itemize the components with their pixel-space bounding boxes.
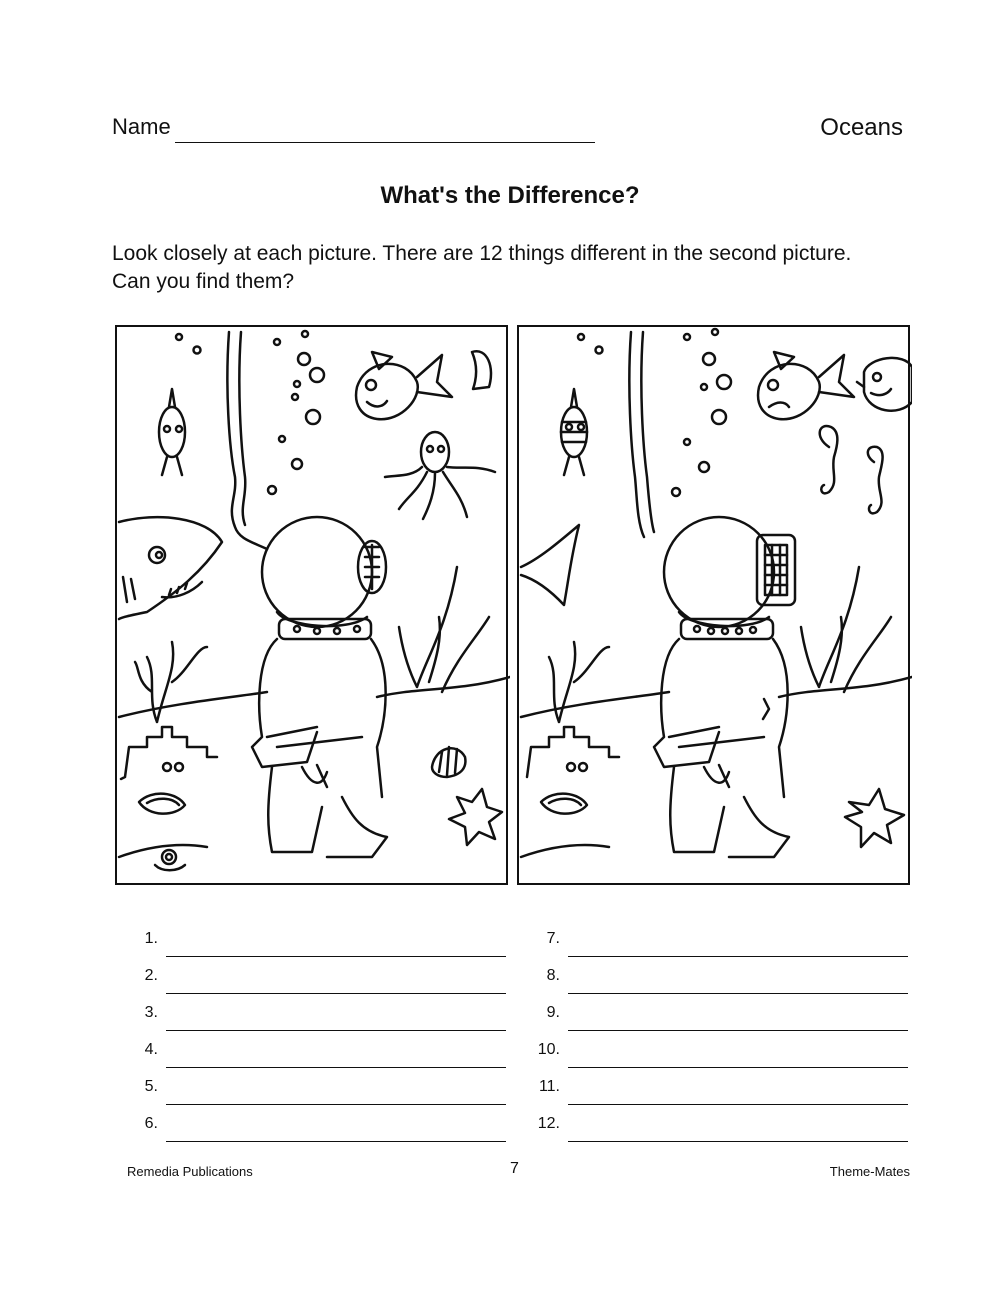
name-blank-line[interactable] — [175, 142, 595, 143]
instructions: Look closely at each picture. There are 12 things different in the second picture. Can you find them? — [112, 242, 852, 293]
seaweed-right-icon — [801, 567, 891, 692]
answer-line-10[interactable]: 10. — [520, 1041, 900, 1077]
bubbles-icon — [578, 329, 731, 496]
diver-suit-icon — [252, 639, 387, 857]
diver-suit-icon — [654, 639, 789, 857]
seaweed-right-icon — [399, 567, 489, 692]
footer-publisher: Remedia Publications — [127, 1164, 253, 1179]
answer-line-3[interactable]: 3. — [118, 1004, 498, 1040]
seahorse-icon — [820, 426, 883, 513]
fish-icon — [758, 352, 854, 419]
answer-line-6[interactable]: 6. — [118, 1115, 498, 1151]
picture-right — [517, 325, 910, 885]
seafloor-line — [119, 677, 510, 717]
answer-line-2[interactable]: 2. — [118, 967, 498, 1003]
answer-line-8[interactable]: 8. — [520, 967, 900, 1003]
footer-page-number: 7 — [510, 1160, 519, 1177]
clam-icon — [139, 794, 185, 814]
fish-icon — [356, 352, 452, 419]
answer-line-11[interactable]: 11. — [520, 1078, 900, 1114]
fish-tail-icon — [472, 351, 491, 389]
answer-line-4[interactable]: 4. — [118, 1041, 498, 1077]
bubbles-icon — [176, 331, 324, 494]
ocean-scene-right-illustration — [519, 327, 912, 887]
striped-fish-icon — [561, 389, 587, 475]
starfish-icon — [845, 789, 904, 847]
fish-new-icon — [857, 358, 912, 411]
answer-line-9[interactable]: 9. — [520, 1004, 900, 1040]
picture-left — [115, 325, 508, 885]
clam-icon — [541, 794, 587, 814]
ocean-scene-left-illustration — [117, 327, 510, 887]
shark-fin-icon — [521, 525, 579, 605]
seafloor-line — [521, 677, 912, 717]
topic-label: Oceans — [820, 114, 903, 141]
air-hose-icon — [227, 332, 267, 549]
sand-eyes-icon — [155, 850, 185, 870]
fish-small-icon — [159, 389, 185, 475]
shell-icon — [432, 747, 465, 777]
shark-icon — [119, 517, 222, 619]
octopus-icon — [385, 432, 495, 519]
answer-line-5[interactable]: 5. — [118, 1078, 498, 1114]
name-label: Name — [112, 114, 171, 139]
starfish-icon — [449, 789, 502, 845]
answer-line-1[interactable]: 1. — [118, 930, 498, 966]
answer-line-12[interactable]: 12. — [520, 1115, 900, 1151]
diver-helmet-icon — [262, 517, 386, 639]
page-title: What's the Difference? — [380, 182, 640, 209]
diver-helmet-icon — [664, 517, 795, 639]
footer-series: Theme-Mates — [829, 1164, 910, 1179]
answer-line-7[interactable]: 7. — [520, 930, 900, 966]
